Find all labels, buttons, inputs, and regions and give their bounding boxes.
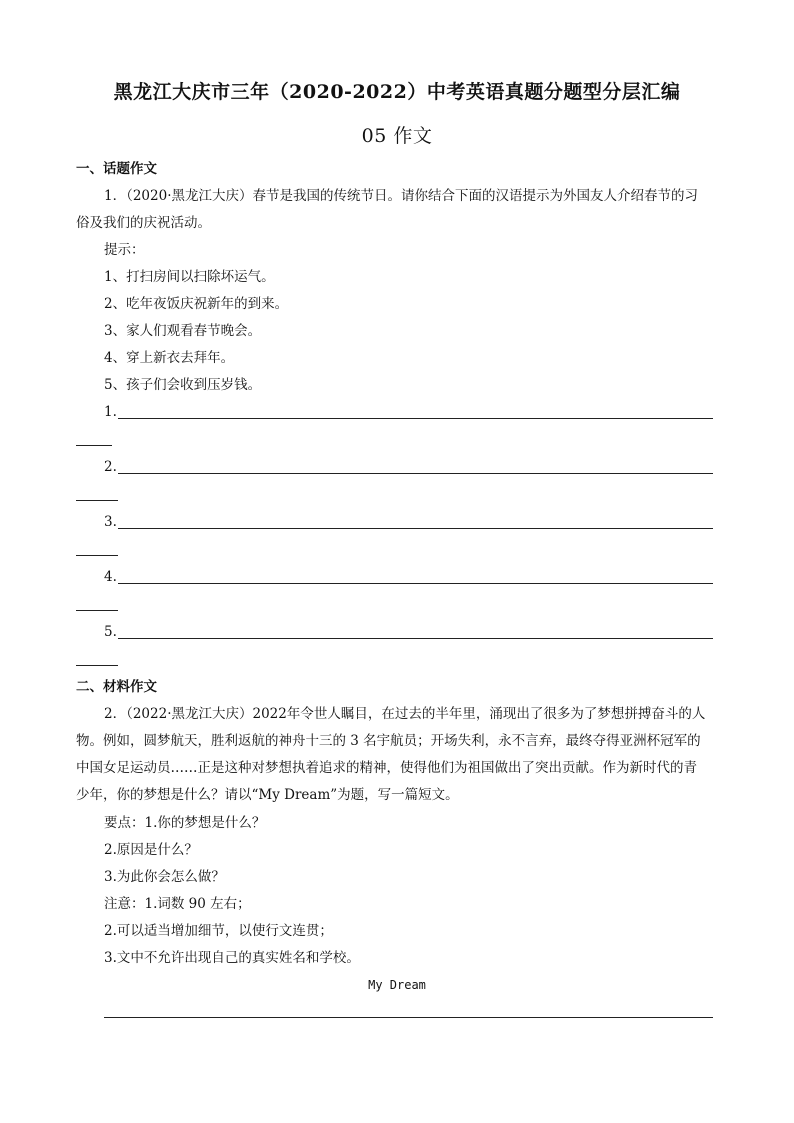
question1-line2: 俗及我们的庆祝活动。 — [76, 215, 211, 231]
answer-line-3-cont[interactable] — [76, 555, 118, 556]
hint-item: 4、穿上新衣去拜年。 — [104, 350, 235, 366]
answer-line-5-cont[interactable] — [76, 665, 118, 666]
requirement-item: 3.为此你会怎么做？ — [104, 869, 225, 885]
question1-line1: 1．（2020·黑龙江大庆）春节是我国的传统节日。请你结合下面的汉语提示为外国友人介绍春节的习 — [104, 188, 698, 204]
answer-line-1[interactable] — [118, 418, 713, 419]
question2-line: 物。例如，圆梦航天，胜利返航的神舟十三的 3 名宇航员；开场失利，永不言弃，最终夺得亚洲杯冠军的 — [76, 733, 701, 749]
blank-label-2: 2. — [104, 459, 117, 475]
question2-line: 中国女足运动员……正是这种对梦想执着追求的精神，使得他们为祖国做出了突出贡献。作为新时代的青 — [76, 760, 697, 776]
blank-label-1: 1. — [104, 404, 117, 420]
question2-line: 2．（2022·黑龙江大庆）2022年令世人瞩目，在过去的半年里，涌现出了很多为了梦想拼搏奋斗的人 — [104, 706, 706, 722]
answer-line-5[interactable] — [118, 638, 713, 639]
answer-line-2-cont[interactable] — [76, 500, 118, 501]
answer-line-2[interactable] — [118, 473, 713, 474]
essay-title: My Dream — [368, 978, 426, 992]
requirement-item: 2.原因是什么？ — [104, 842, 198, 858]
answer-line-4[interactable] — [118, 583, 713, 584]
requirement-item: 2.可以适当增加细节，以使行文连贯； — [104, 923, 333, 939]
section2-heading: 二、材料作文 — [76, 679, 157, 695]
essay-answer-line[interactable] — [104, 1017, 713, 1018]
document-subtitle: 05 作文 — [361, 125, 433, 147]
blank-label-4: 4. — [104, 569, 117, 585]
hint-item: 2、吃年夜饭庆祝新年的到来。 — [104, 296, 289, 312]
question2-line: 少年，你的梦想是什么？请以“My Dream”为题，写一篇短文。 — [76, 787, 459, 803]
blank-label-5: 5. — [104, 624, 117, 640]
answer-line-1-cont[interactable] — [76, 445, 112, 446]
blank-label-3: 3. — [104, 514, 117, 530]
section1-heading: 一、话题作文 — [76, 161, 157, 177]
answer-line-4-cont[interactable] — [76, 610, 118, 611]
hint-item: 1、打扫房间以扫除坏运气。 — [104, 269, 275, 285]
hint-item: 5、孩子们会收到压岁钱。 — [104, 377, 262, 393]
requirement-item: 注意：1.词数 90 左右； — [104, 896, 251, 912]
requirement-item: 要点：1.你的梦想是什么？ — [104, 815, 266, 831]
document-title: 黑龙江大庆市三年（2020-2022）中考英语真题分题型分层汇编 — [113, 81, 681, 103]
answer-line-3[interactable] — [118, 528, 713, 529]
hint-label: 提示： — [104, 242, 145, 258]
hint-item: 3、家人们观看春节晚会。 — [104, 323, 262, 339]
requirement-item: 3.文中不允许出现自己的真实姓名和学校。 — [104, 950, 360, 966]
